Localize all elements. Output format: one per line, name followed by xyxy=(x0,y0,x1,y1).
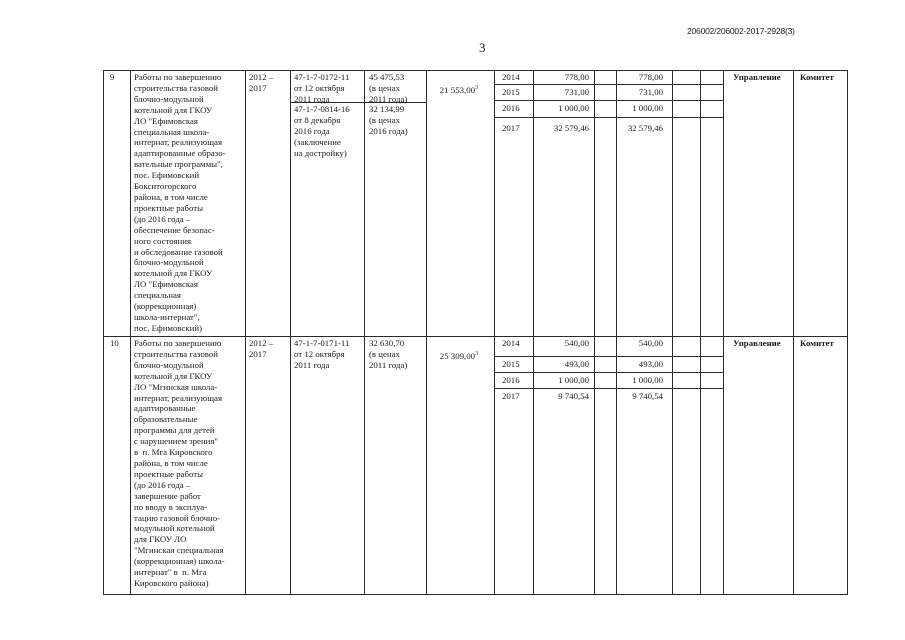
total-cost xyxy=(431,72,478,107)
state-customer: Управление xyxy=(733,338,781,348)
responsible-developer: Комитет xyxy=(800,338,834,348)
table-border-left xyxy=(103,70,104,594)
construction-period: 2012 – 2017 xyxy=(249,338,274,359)
estimated-cost: 32 630,70 (в ценах 2011 года) xyxy=(369,338,408,370)
financing-source: 731,00 xyxy=(638,87,663,97)
year-row-divider xyxy=(494,372,723,373)
financing-year: 2016 xyxy=(502,375,520,385)
financing-source: 778,00 xyxy=(638,72,663,82)
table-column-divider xyxy=(723,70,724,594)
state-customer: Управление xyxy=(733,72,781,82)
table-column-divider xyxy=(290,70,291,594)
table-border-bottom xyxy=(103,594,848,595)
estimated-cost: 32 134,99 (в ценах 2016 года) xyxy=(369,104,408,136)
financing-source: 1 000,00 xyxy=(632,375,663,385)
table-column-divider xyxy=(793,70,794,594)
financing-source: 32 579,46 xyxy=(627,123,663,133)
table-column-divider xyxy=(364,70,365,594)
financing-total: 540,00 xyxy=(564,338,589,348)
table-column-divider xyxy=(700,70,701,594)
financing-total: 778,00 xyxy=(564,72,589,82)
document-id: 206002/206002-2017-2928(3) xyxy=(687,26,795,36)
footnote-mark: 3 xyxy=(474,350,478,357)
table-border-right xyxy=(847,70,848,594)
financing-total: 731,00 xyxy=(564,87,589,97)
financing-source: 493,00 xyxy=(638,359,663,369)
expertise-conclusion: 47-1-7-0814-16 от 8 декабря 2016 года (заключение на достройку) xyxy=(294,104,350,158)
table-border-top xyxy=(103,70,848,71)
responsible-developer: Комитет xyxy=(800,72,834,82)
table-row-divider xyxy=(103,336,848,337)
row-number: 10 xyxy=(110,338,119,348)
financing-total: 493,00 xyxy=(564,359,589,369)
financing-total: 32 579,46 xyxy=(553,123,589,133)
financing-total: 1 000,00 xyxy=(558,103,589,113)
year-row-divider xyxy=(494,356,723,357)
table-column-divider xyxy=(594,70,595,594)
row-number: 9 xyxy=(110,72,115,82)
total-cost xyxy=(431,338,478,373)
total-cost-value: 25 309,00 xyxy=(439,350,475,361)
table-column-divider xyxy=(130,70,131,594)
expertise-conclusion: 47-1-7-0171-11 от 12 октября 2011 года xyxy=(294,338,350,370)
object-name: Работы по завершению строительства газовой блочно-модульной котельной для ГКОУ ЛО "Ефимовская специальная школа- интернат, реализующая адаптированные образо- вательные программы", пос. Ефимовский Бокситогорского района, в том числе проектные работы (до 2016 года – обеспечение безопас- ного состояния и обследование газовой блочно-модульной котельной для ГКОУ ЛО "Ефимовская специальная (коррекционная) школа-интернат", пос. Ефимовский) xyxy=(134,72,226,333)
financing-year: 2016 xyxy=(502,103,520,113)
table-column-divider xyxy=(533,70,534,594)
page-number: 3 xyxy=(479,40,486,55)
financing-year: 2014 xyxy=(502,338,520,348)
table-column-divider xyxy=(245,70,246,594)
financing-total: 1 000,00 xyxy=(558,375,589,385)
year-row-divider xyxy=(494,84,723,85)
year-row-divider xyxy=(494,100,723,101)
table-column-divider xyxy=(616,70,617,594)
total-cost-value: 21 553,00 xyxy=(439,84,475,95)
expertise-conclusion: 47-1-7-0172-11 от 12 октября 2011 года xyxy=(294,72,350,104)
table-column-divider xyxy=(426,70,427,594)
table-column-divider xyxy=(494,70,495,594)
financing-source: 9 740,54 xyxy=(632,391,663,401)
financing-source: 1 000,00 xyxy=(632,103,663,113)
footnote-mark: 3 xyxy=(474,84,478,91)
table-column-divider xyxy=(672,70,673,594)
financing-year: 2015 xyxy=(502,87,520,97)
financing-year: 2015 xyxy=(502,359,520,369)
financing-year: 2017 xyxy=(502,391,520,401)
year-row-divider xyxy=(494,117,723,118)
construction-period: 2012 – 2017 xyxy=(249,72,274,93)
estimated-cost: 45 475,53 (в ценах 2011 года) xyxy=(369,72,408,104)
financing-year: 2014 xyxy=(502,72,520,82)
year-row-divider xyxy=(494,388,723,389)
object-name: Работы по завершению строительства газовой блочно-модульной котельной для ГКОУ ЛО "Мгинская школа- интернат, реализующая адаптированные образовательные программы для детей с нарушением зрения" в п. Мга Кировского района, в том числе проектные работы (до 2016 года – завершение работ по вводу в эксплуа- тацию газовой блочно- модульной котельной для ГКОУ ЛО "Мгинская специальная (коррекционная) школа- интернат" в п. Мга Кировского района) xyxy=(134,338,225,588)
financing-source: 540,00 xyxy=(638,338,663,348)
financing-total: 9 740,54 xyxy=(558,391,589,401)
financing-year: 2017 xyxy=(502,123,520,133)
